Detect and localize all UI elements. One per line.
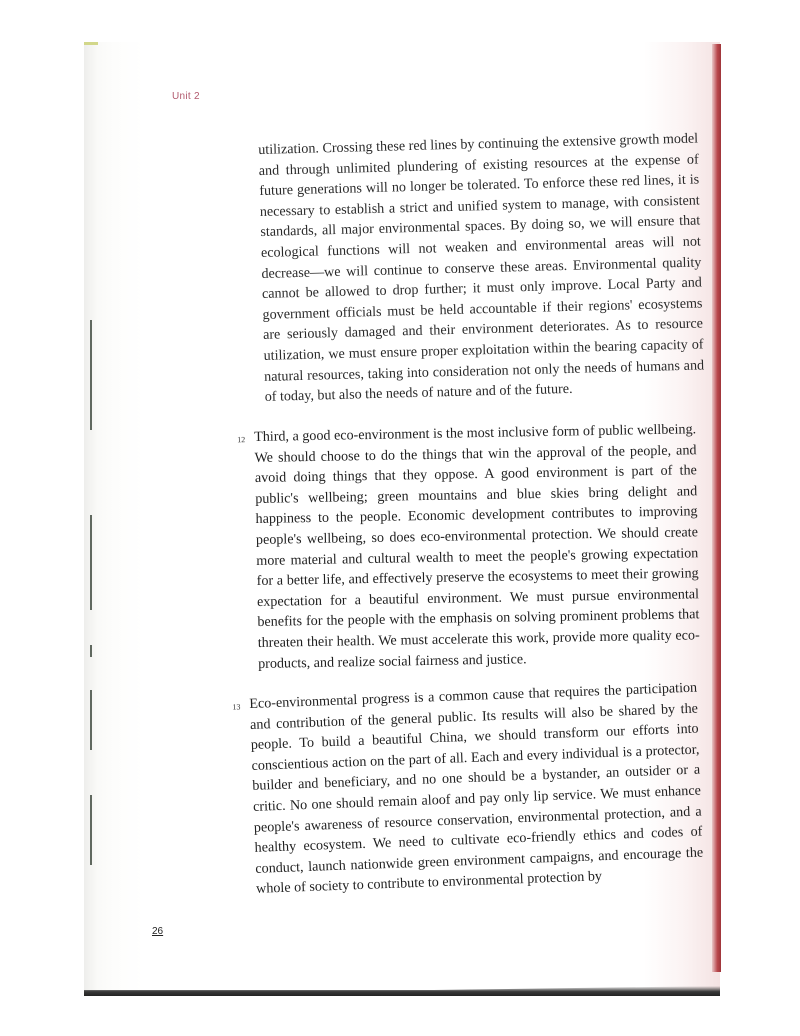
page-number: 26 bbox=[152, 926, 164, 937]
paragraph-text: Third, a good eco-environment is the most inclusive form of public wellbeing. We should choose to do the things that win the approval of the people, and avoid doing things that they oppose. A good environment is part of the public's wellbeing; green mountains and blue skies bring delight and happiness to the people. Economic development contributes to improving people's wellbeing, so does eco-environmental protection. We should create more material and cultural wealth to meet the people's growing expectation for a better life, and effectively preserve the ecosystems to meet their growing expectation for a beautiful environment. We must pursue environmental benefits for the people with the emphasis on solving prominent problems that threaten their health. We must accelerate this work, provide more quality eco-products, and realize social fairness and justice. bbox=[254, 421, 700, 672]
paragraph-13 bbox=[232, 678, 704, 900]
paragraph-number: 13 bbox=[232, 702, 241, 712]
paragraph-text: Eco-environmental progress is a common cause that requires the participation and contribution of the general public. Its results will also be shared by the people. To build a beautiful China, we should transform our efforts into conscientious action on the part of all. Each and every individual is a protector, builder and beneficiary, and no one should be a bystander, an outsider or a critic. No one should remain aloof and pay only lip service. We must enhance people's awareness of resource conservation, environmental protection, and a healthy ecosystem. We need to cultivate eco-friendly ethics and codes of conduct, launch nationwide green environment campaigns, and encourage the whole of society to contribute to environmental protection by bbox=[249, 679, 704, 898]
edge-scan-mark bbox=[90, 320, 92, 430]
edge-scan-mark bbox=[90, 795, 92, 865]
book-spine-edge bbox=[712, 44, 721, 972]
edge-scan-mark bbox=[90, 515, 92, 610]
paragraph-text: utilization. Crossing these red lines by continuing the extensive growth model and through unlimited plundering of existing resources at the expense of future generations will no longer be tolerated. To enforce these red lines, it is necessary to establish a strict and unified system to manage, with consistent standards, all major environmental spaces. By doing so, we will ensure that ecological functions will not weaken and environmental areas will not decrease—we will continue to conserve these areas. Environmental quality cannot be allowed to drop further; it must only improve. Local Party and government officials must be held accountable if their regions' ecosystems are seriously damaged and their environment deteriorates. As to resource utilization, we must ensure proper exploitation within the bearing capacity of natural resources, taking into consideration not only the needs of humans and of today, but also the needs of nature and of the future. bbox=[258, 130, 705, 406]
paragraph-12 bbox=[237, 419, 700, 674]
edge-scan-mark bbox=[90, 690, 92, 750]
edge-scan-mark bbox=[90, 645, 92, 657]
running-header-unit: Unit 2 bbox=[172, 91, 200, 102]
paragraph-continued bbox=[258, 128, 705, 407]
paragraph-number: 12 bbox=[237, 435, 246, 445]
page-corner-mark bbox=[84, 42, 98, 45]
